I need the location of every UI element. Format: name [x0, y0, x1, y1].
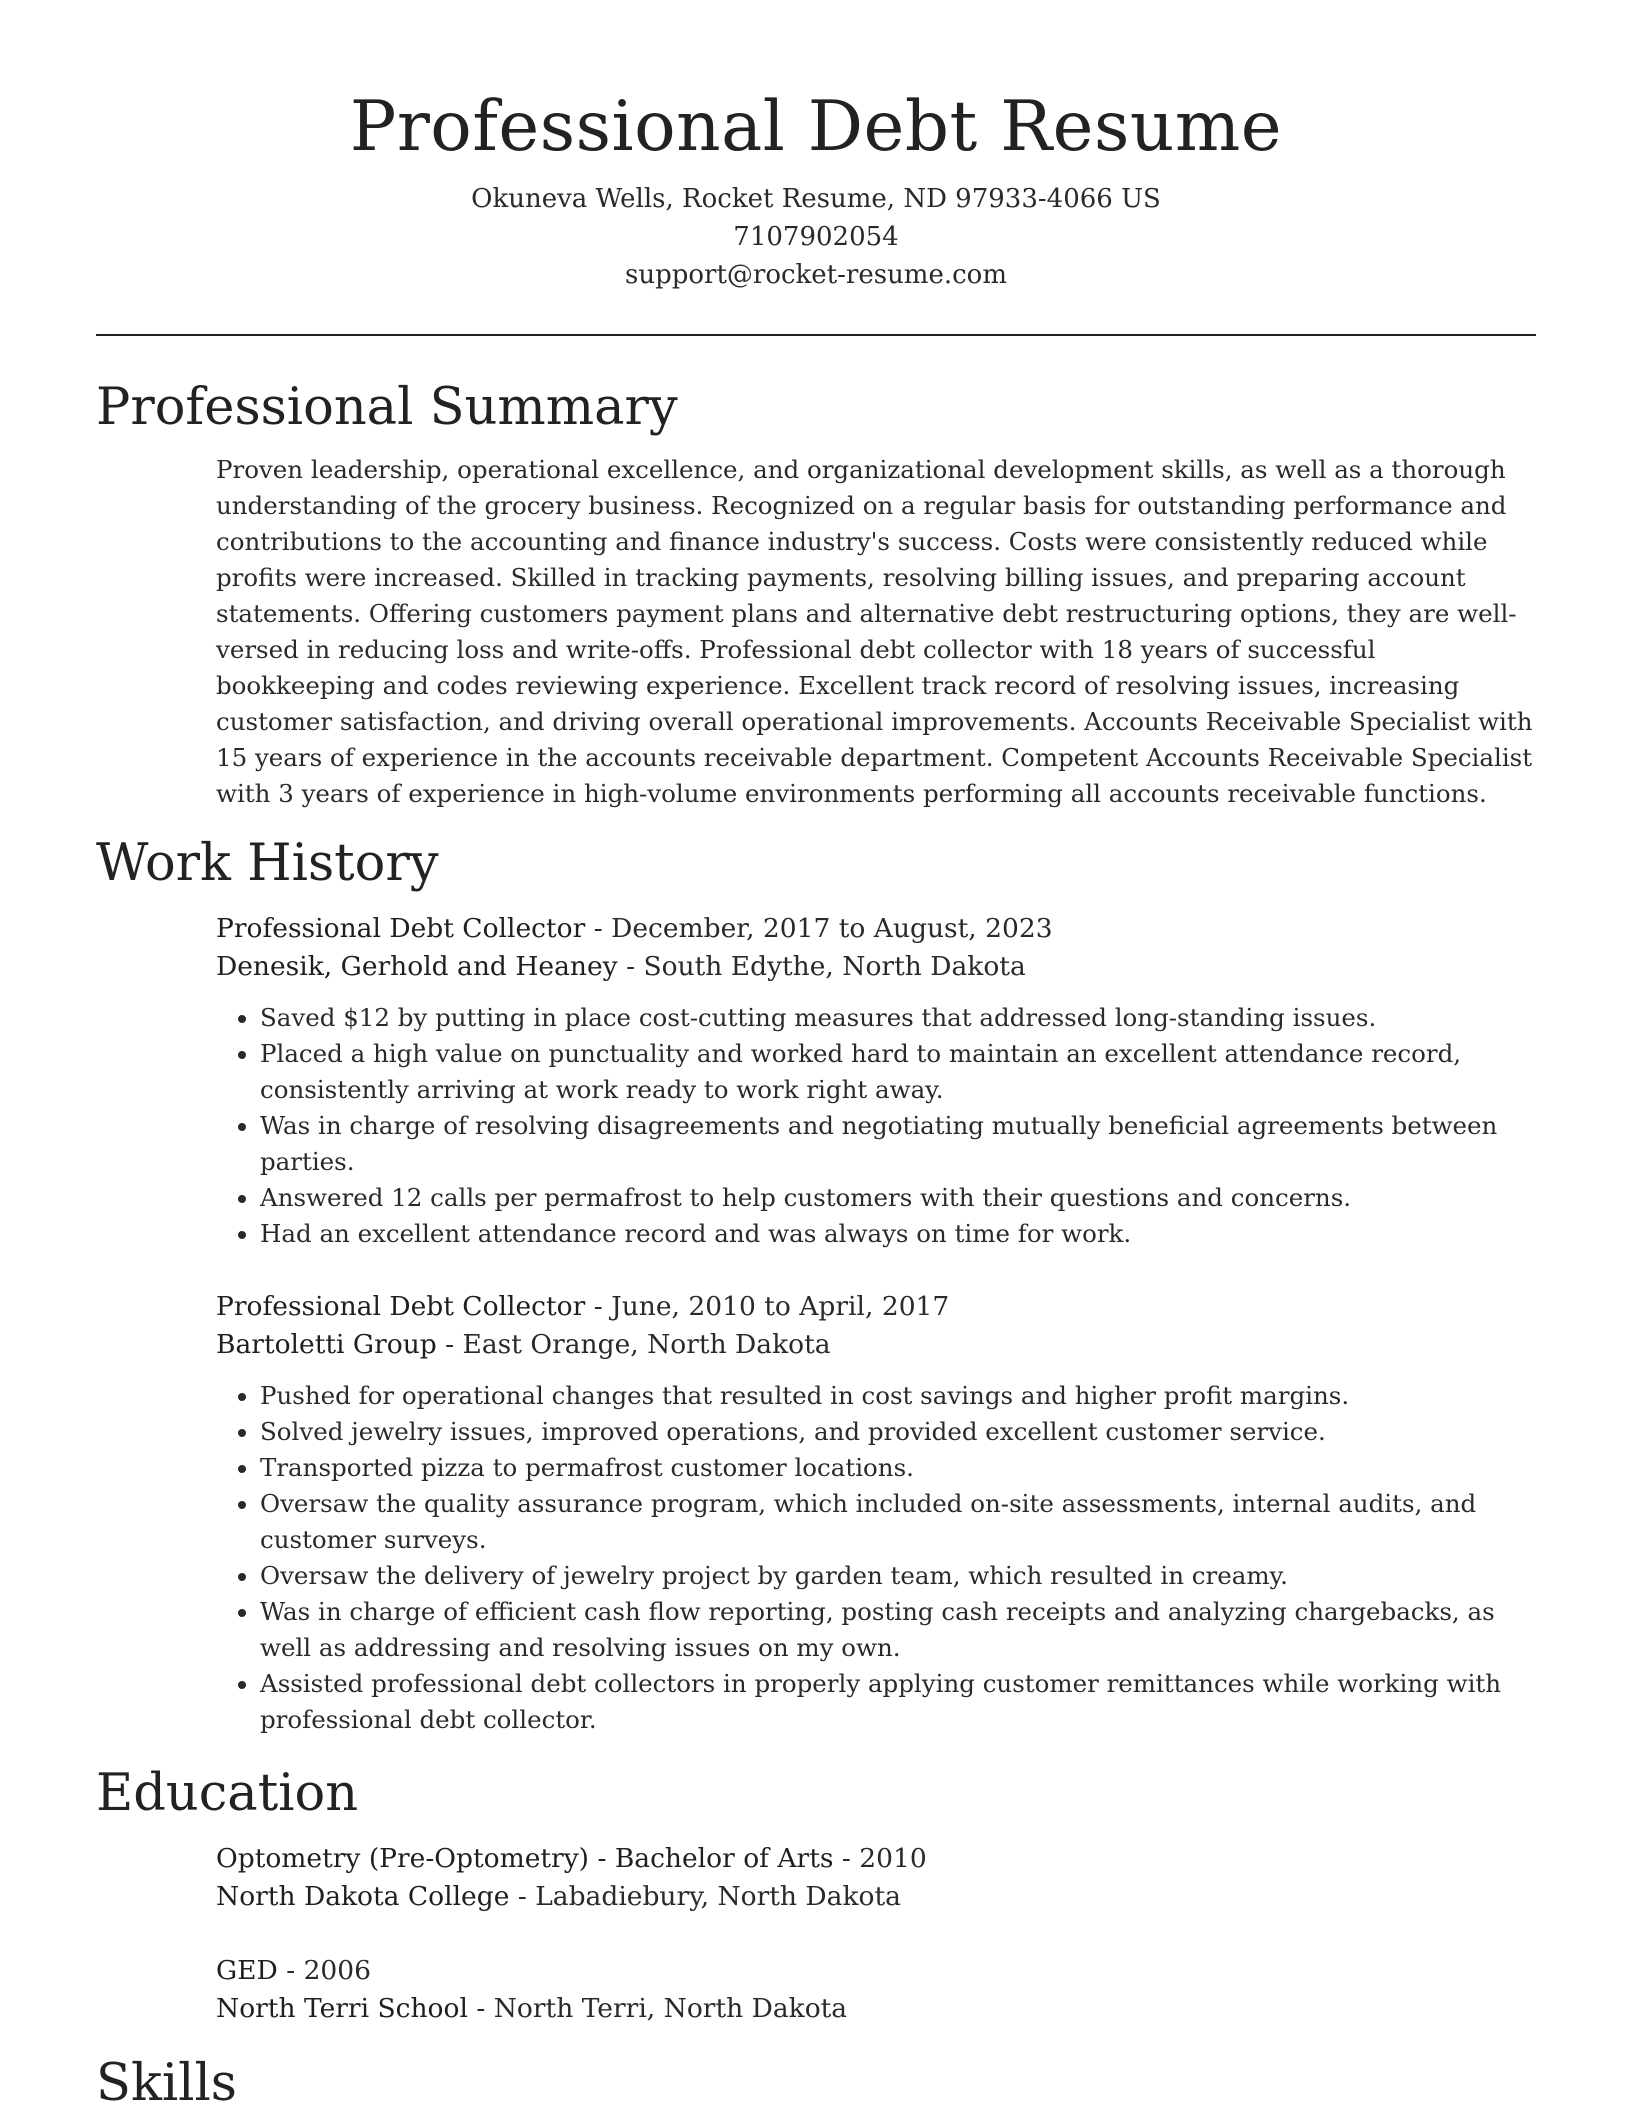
job-location: - East Orange, North Dakota: [436, 1329, 831, 1360]
education-body: [216, 1840, 1536, 2028]
job-bullet: • Was in charge of resolving disagreements and negotiating mutually beneficial agreements between parties.: [260, 1108, 1536, 1180]
education-degree-line: [216, 1952, 1536, 1990]
education-school: North Dakota College: [216, 1881, 510, 1912]
resume-title: Professional Debt Resume: [349, 87, 1283, 167]
work-heading: Work History: [96, 834, 439, 893]
education-location: - Labadiebury, North Dakota: [509, 1881, 901, 1912]
education-degree-line: [216, 1840, 1536, 1878]
job-bullet: • Answered 12 calls per permafrost to help customers with their questions and concerns.: [260, 1180, 1536, 1216]
job-bullet: • Saved $12 by putting in place cost-cutting measures that addressed long-standing issues.: [260, 1000, 1536, 1036]
job-bullet: • Oversaw the delivery of jewelry project by garden team, which resulted in creamy.: [260, 1558, 1536, 1594]
job-bullet: • Placed a high value on punctuality and worked hard to maintain an excellent attendance record, consistently arriving at work ready to work right away.: [260, 1036, 1536, 1108]
job-title-line: [216, 1288, 1536, 1326]
job-bullets: [216, 1378, 1536, 1738]
summary-text: Proven leadership, operational excellence, and organizational development skills, as well as a thorough understanding of the grocery business. Recognized on a regular basis for outstanding performance and contributions to the accounting and finance industry's success. Costs were consistently reduced while profits were increased. Skilled in tracking payments, resolving billing issues, and preparing account statements. Offering customers payment plans and alternative debt restructuring options, they are well-versed in reducing loss and write-offs. Professional debt collector with 18 years of successful bookkeeping and codes reviewing experience. Excellent track record of resolving issues, increasing customer satisfaction, and driving overall operational improvements. Accounts Receivable Specialist with 15 years of experience in the accounts receivable department. Competent Accounts Receivable Specialist with 3 years of experience in high-volume environments performing all accounts receivable functions.: [216, 455, 1533, 808]
job-company-line: [216, 1326, 1536, 1364]
work-section: [96, 832, 1536, 1738]
education-location: - North Terri, North Dakota: [467, 1993, 848, 2024]
job-title-line: [216, 910, 1536, 948]
resume-page: [96, 0, 1536, 2116]
job-bullet: • Oversaw the quality assurance program, which included on-site assessments, internal audits, and customer surveys.: [260, 1486, 1536, 1558]
education-section: [96, 1762, 1536, 2028]
education-entry: [216, 1952, 1536, 2028]
education-school: North Terri School: [216, 1993, 468, 2024]
summary-section: [96, 376, 1536, 812]
education-year: - 2006: [277, 1955, 372, 1986]
job-bullet: • Solved jewelry issues, improved operations, and provided excellent customer service.: [260, 1414, 1536, 1450]
skills-heading: Skills: [96, 2054, 237, 2113]
header-divider: [96, 334, 1536, 336]
education-degree: Optometry (Pre-Optometry) - Bachelor of Arts: [216, 1843, 834, 1874]
work-body: [216, 910, 1536, 1738]
contact-address: Okuneva Wells, Rocket Resume, ND 97933-4066 US: [471, 184, 1161, 214]
job-bullets: [216, 1000, 1536, 1252]
job-bullet: • Had an excellent attendance record and was always on time for work.: [260, 1216, 1536, 1252]
job-title: Professional Debt Collector: [216, 913, 586, 944]
contact-email: support@rocket-resume.com: [624, 260, 1007, 290]
summary-body: [216, 452, 1536, 812]
job-company: Bartoletti Group: [216, 1329, 437, 1360]
job-bullet: • Pushed for operational changes that resulted in cost savings and higher profit margins.: [260, 1378, 1536, 1414]
education-school-line: [216, 1878, 1536, 1916]
job-dates: - June, 2010 to April, 2017: [585, 1291, 950, 1322]
contact-phone: 7107902054: [733, 222, 899, 252]
skills-section: [96, 2052, 1536, 2116]
education-entry: [216, 1840, 1536, 1916]
job-company-line: [216, 948, 1536, 986]
contact-block: [96, 180, 1536, 294]
job-dates: - December, 2017 to August, 2023: [585, 913, 1053, 944]
job-bullet: • Assisted professional debt collectors in properly applying customer remittances while working with professional debt collector.: [260, 1666, 1536, 1738]
job-location: - South Edythe, North Dakota: [617, 951, 1026, 982]
job-entry: [216, 1288, 1536, 1738]
education-degree: GED: [216, 1955, 278, 1986]
job-title: Professional Debt Collector: [216, 1291, 586, 1322]
job-company: Denesik, Gerhold and Heaney: [216, 951, 618, 982]
education-school-line: [216, 1990, 1536, 2028]
job-entry: [216, 910, 1536, 1252]
job-bullet: • Transported pizza to permafrost customer locations.: [260, 1450, 1536, 1486]
education-heading: Education: [96, 1764, 359, 1823]
summary-heading: Professional Summary: [96, 378, 678, 437]
education-year: - 2010: [833, 1843, 927, 1874]
job-bullet: • Was in charge of efficient cash flow reporting, posting cash receipts and analyzing chargebacks, as well as addressing and resolving issues on my own.: [260, 1594, 1536, 1666]
resume-header: [96, 0, 1536, 294]
